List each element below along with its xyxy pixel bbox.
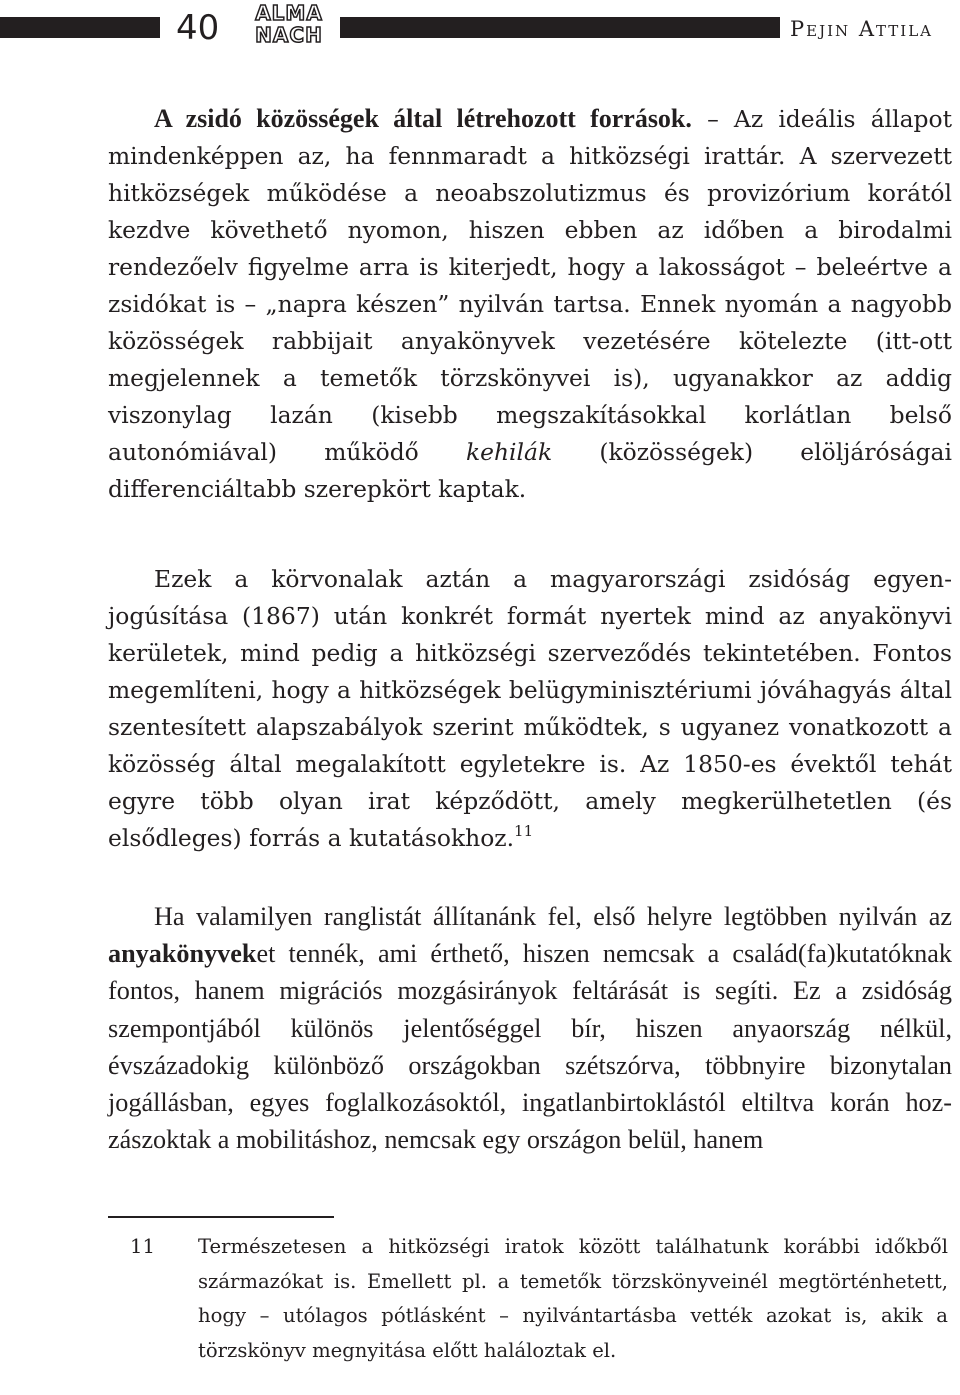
logo-line1: ALMA <box>255 1 323 25</box>
p3-bold: anyakönyvek <box>108 939 257 969</box>
footnote-rule <box>108 1216 334 1218</box>
section-heading: A zsidó közösségek által létrehozott források. <box>154 104 692 133</box>
p2-text: Ezek a körvonalak aztán a magyarországi zsidóság egyenjogúsítása (1867) után konkrét formát nyertek mind az anyakönyvi kerületek, mind pedig a hitközségi szerveződés tekintetében. Fontos megemlíteni, hogy a hitközségek belügyminisztériumi jóváhagyás által szentesített alapszabályok szerint működtek, s ugyanez vonatkozott a közösség által megalakított egyletekre is. Az 1850-es évektől tehát egyre több olyan irat képződött, amely megkerülhetetlen (és elsődleges) forrás a kutatásokhoz. <box>108 565 952 852</box>
paragraph-1 <box>108 100 952 508</box>
almanach-logo <box>244 2 334 54</box>
page-header <box>0 0 960 70</box>
footnote-text: Természetesen a hitközségi iratok között találhatunk korábbi időkből származókat is. Emellett pl. a temetők törzskönyveinél megtörténhetett, hogy – utólagos pótlásként – nyilvántartásba vették azokat is, akik a törzskönyv megnyitása előtt haláloztak el. <box>198 1235 948 1362</box>
header-bar-left <box>0 17 160 38</box>
p3-text: et tennék, ami érthető, hiszen nemcsak a család(fa)kutatóknak fontos, hanem migrációs mozgásirányok feltárását is segíti. Ez a zsidóság szempontjából különös jelentőséggel bír, hiszen anyaország nélkül, évszázadokig különböző országokban szétszórva, többnyire bizonytalan jogállásban, egyes foglalkozásoktól, ingatlanbirtoklástól eltiltva korán hozzászoktak a mobilitáshoz, nemcsak egy országon belül, hanem <box>108 939 952 1155</box>
p1-text: – Az ideális állapot mindenképpen az, ha fennmaradt a hitközségi irattár. A szervezett hitközségek működése a neoabszolutizmus és provizórium korától kezdve követhető nyomon, hiszen ebben az időben a birodalmi rendezőelv figyelme arra is kiterjedt, hogy a lakosságot – beleértve a zsidókat is – „napra készen” nyilván tartsa. Ennek nyomán a nagyobb közösségek rabbijait anyakönyvek vezetésére kötelezte (itt-ott megjelennek a temetők törzskönyvei is), ugyanakkor az addig viszonylag lazán (kisebb megszakításokkal korlátlan belső autonómiával) működő <box>108 105 953 466</box>
footnote-number: 11 <box>130 1235 155 1258</box>
header-bar-right <box>340 17 780 38</box>
footnote-reference[interactable]: 11 <box>514 822 534 840</box>
p1-italic: kehilák <box>465 438 553 466</box>
paragraph-2 <box>108 561 952 857</box>
running-head-author: Pejin Attila <box>790 17 933 41</box>
paragraph-3 <box>108 898 952 1158</box>
page-number: 40 <box>176 8 220 48</box>
p1-end: (közösségek) elöljáróságai differenciáltabb szerepkört kaptak. <box>108 438 952 503</box>
logo-line2: NACH <box>255 23 323 47</box>
p3-start: Ha valamilyen ranglistát állítanánk fel, első helyre legtöbben nyilván az <box>154 902 952 931</box>
footnote <box>108 1230 948 1368</box>
